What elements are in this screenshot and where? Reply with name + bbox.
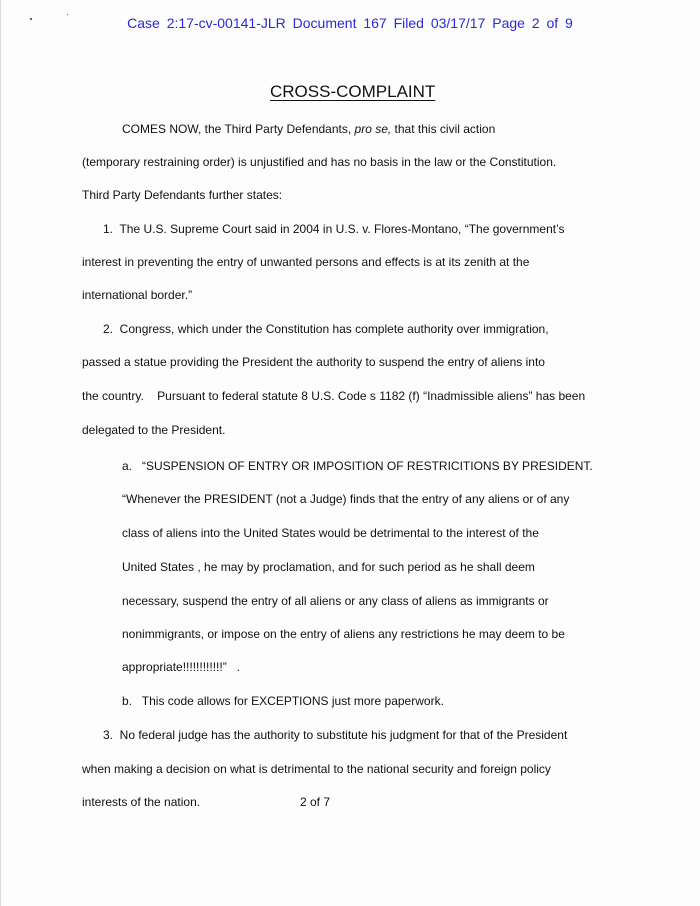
paragraph-line: interest in preventing the entry of unwanted persons and effects is at its zenith at the: [82, 255, 530, 269]
paragraph-line: delegated to the President.: [82, 423, 226, 437]
intro-italic: pro se,: [354, 122, 392, 136]
intro-line: Third Party Defendants further states:: [82, 188, 283, 202]
paragraph-line: a. “SUSPENSION OF ENTRY OR IMPOSITION OF RESTRICITIONS BY PRESIDENT.: [122, 459, 593, 473]
paragraph-line: when making a decision on what is detrimental to the national security and foreign policy: [82, 762, 551, 776]
paragraph-line: class of aliens into the United States would be detrimental to the interest of the: [122, 526, 539, 540]
page-number: Page 2 of 9: [492, 15, 573, 31]
intro-line: [122, 122, 495, 136]
intro-line: (temporary restraining order) is unjustified and has no basis in the law or the Constitution.: [82, 155, 557, 169]
case-number: Case 2:17-cv-00141-JLR: [127, 15, 286, 31]
paragraph-line: the country. Pursuant to federal statute 8 U.S. Code s 1182 (f) “Inadmissible aliens” has been: [82, 389, 586, 403]
filed-date: Filed 03/17/17: [393, 15, 486, 31]
paragraph-line: “Whenever the PRESIDENT (not a Judge) finds that the entry of any aliens or of any: [122, 492, 570, 506]
paragraph-line: 3. No federal judge has the authority to substitute his judgment for that of the President: [103, 728, 568, 742]
paragraph-line: b. This code allows for EXCEPTIONS just more paperwork.: [122, 694, 444, 708]
paragraph-line: appropriate!!!!!!!!!!!!” .: [122, 660, 241, 674]
paragraph-line: 2. Congress, which under the Constitution has complete authority over immigration,: [103, 322, 549, 336]
paragraph-line: passed a statue providing the President the authority to suspend the entry of aliens into: [82, 355, 545, 369]
paragraph-line: nonimmigrants, or impose on the entry of aliens any restrictions he may deem to be: [122, 627, 565, 641]
page-title: CROSS-COMPLAINT: [270, 82, 436, 101]
case-header: [0, 15, 700, 31]
paragraph-line: international border.”: [82, 288, 193, 302]
footer-page-number: 2 of 7: [300, 795, 331, 809]
paragraph-line: United States , he may by proclamation, and for such period as he shall deem: [122, 560, 535, 574]
scan-edge: [0, 0, 1, 906]
paragraph-line: 1. The U.S. Supreme Court said in 2004 in U.S. v. Flores-Montano, “The government’s: [103, 222, 565, 236]
paragraph-line: necessary, suspend the entry of all aliens or any class of aliens as immigrants or: [122, 594, 549, 608]
intro-text: that this civil action: [391, 122, 496, 136]
document-number: Document 167: [292, 15, 387, 31]
intro-text: COMES NOW, the Third Party Defendants,: [122, 122, 355, 136]
paragraph-line: interests of the nation.: [82, 795, 201, 809]
